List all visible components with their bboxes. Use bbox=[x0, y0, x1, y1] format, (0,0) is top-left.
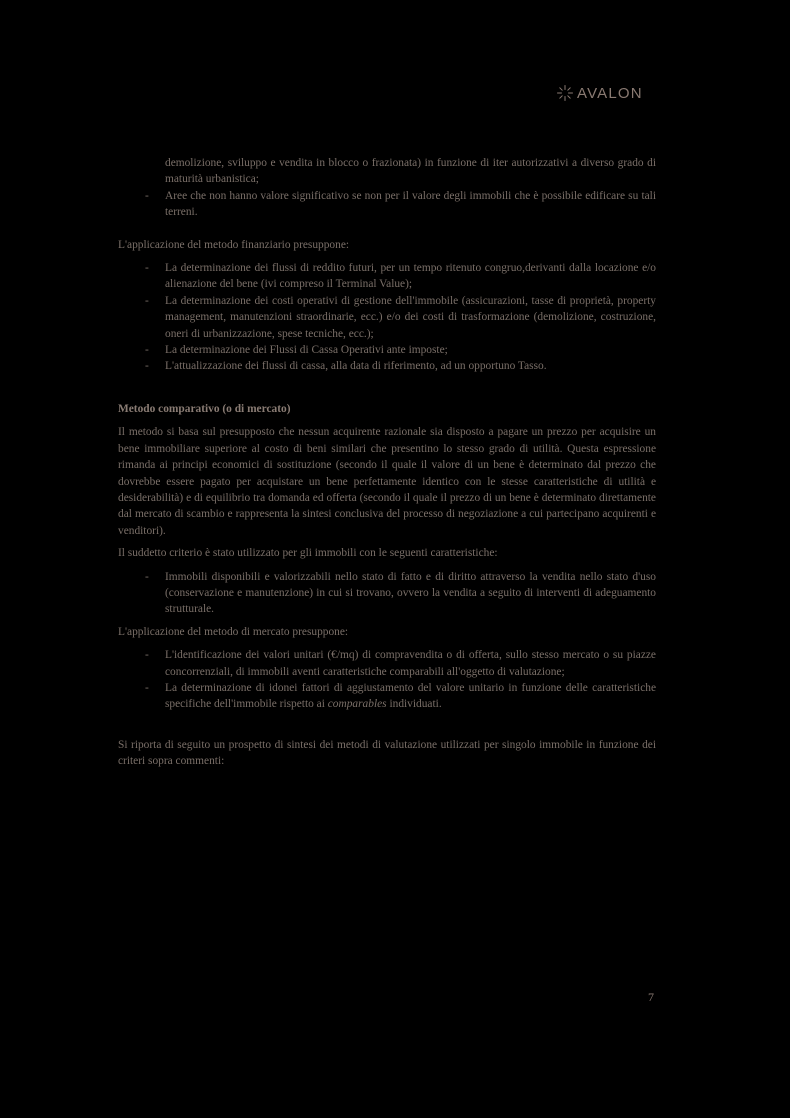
application-list bbox=[118, 647, 656, 713]
bullet-dash: - bbox=[145, 649, 149, 662]
list-item: - La determinazione dei Flussi di Cassa Operativi ante imposte; bbox=[118, 342, 656, 358]
continued-list bbox=[118, 155, 656, 221]
financial-method-list bbox=[118, 260, 656, 375]
page-number: 7 bbox=[648, 990, 654, 1004]
list-item: demolizione, sviluppo e vendita in blocco o frazionata) in funzione di iter autorizzativi a diverso grado di maturità urbanistica; bbox=[165, 157, 656, 186]
list-item: - L'identificazione dei valori unitari (€/mq) di compravendita o di offerta, sullo stesso mercato o su piazze concorrenziali, di immobili aventi caratteristiche comparabili all'oggetto di valutazione; bbox=[145, 649, 656, 678]
bullet-dash: - bbox=[145, 360, 149, 373]
list-item: - Immobili disponibili e valorizzabili nello stato di fatto e di diritto attraverso la vendita nello stato d'uso (conservazione e manutenzione) in cui si trovano, ovvero la vendita a seguito di interventi di adeguamento strutturale. bbox=[145, 570, 656, 616]
sparkle-icon bbox=[556, 84, 574, 102]
comparative-method-heading: Metodo comparativo (o di mercato) bbox=[118, 402, 291, 415]
criterion-list bbox=[118, 569, 656, 618]
list-item: - La determinazione dei costi operativi di gestione dell'immobile (assicurazioni, tasse di proprietà, property management, manutenzioni straordinarie, ecc.) e/o dei costi di trasformazione (demolizione, costruzione, oneri di urbanizzazione, spese tecniche, ecc.); bbox=[145, 294, 656, 340]
list-item: - L'attualizzazione dei flussi di cassa, alla data di riferimento, ad un opportuno Tasso. bbox=[118, 358, 656, 374]
financial-method-intro: L'applicazione del metodo finanziario presuppone: bbox=[118, 238, 350, 251]
bullet-dash: - bbox=[145, 344, 149, 357]
application-intro: L'applicazione del metodo di mercato presuppone: bbox=[118, 625, 349, 638]
summary-text: Si riporta di seguito un prospetto di sintesi dei metodi di valutazione utilizzati per singolo immobile in funzione dei criteri sopra commenti: bbox=[118, 738, 656, 768]
list-item: - La determinazione dei flussi di reddito futuri, per un tempo ritenuto congruo,derivanti dalla locazione e/o alienazione del bene (ivi compreso il Terminal Value); bbox=[145, 262, 656, 291]
bullet-dash: - bbox=[145, 189, 149, 202]
document-body bbox=[118, 155, 656, 770]
bullet-dash: - bbox=[145, 570, 149, 583]
list-item: - La determinazione di idonei fattori di aggiustamento del valore unitario in funzione delle caratteristiche specifiche dell'immobile rispetto ai comparables individuati. bbox=[145, 681, 656, 711]
list-item: - Aree che non hanno valore significativo se non per il valore degli immobili che è possibile edificare su tali terreni. bbox=[145, 189, 656, 219]
avalon-logo bbox=[556, 84, 643, 102]
bullet-dash: - bbox=[145, 681, 149, 694]
comparables-term: comparables bbox=[327, 698, 387, 711]
logo-text: AVALON bbox=[577, 84, 643, 102]
comparative-method-paragraph: Il metodo si basa sul presupposto che nessun acquirente razionale sia disposto a pagare un prezzo per acquisire un bene immobiliare superiore al costo di beni similari che presentino lo stesso grado di utilità. Questa espressione rimanda ai principi economici di sostituzione (secondo il quale il valore di un bene è determinato dal prezzo che dovrebbe essere pagato per acquistare un bene perfettamente identico con le stesse caratteristiche di utilità e desiderabilità) e di equilibrio tra domanda ed offerta (secondo il quale il prezzo di un bene è determinato direttamente dal mercato di scambio e rappresenta la sintesi conclusiva del processo di negoziazione a cui partecipano acquirenti e venditori). bbox=[118, 426, 656, 537]
criterion-intro: Il suddetto criterio è stato utilizzato per gli immobili con le seguenti caratteristiche: bbox=[118, 547, 498, 560]
bullet-dash: - bbox=[145, 262, 149, 275]
bullet-dash: - bbox=[145, 294, 149, 307]
